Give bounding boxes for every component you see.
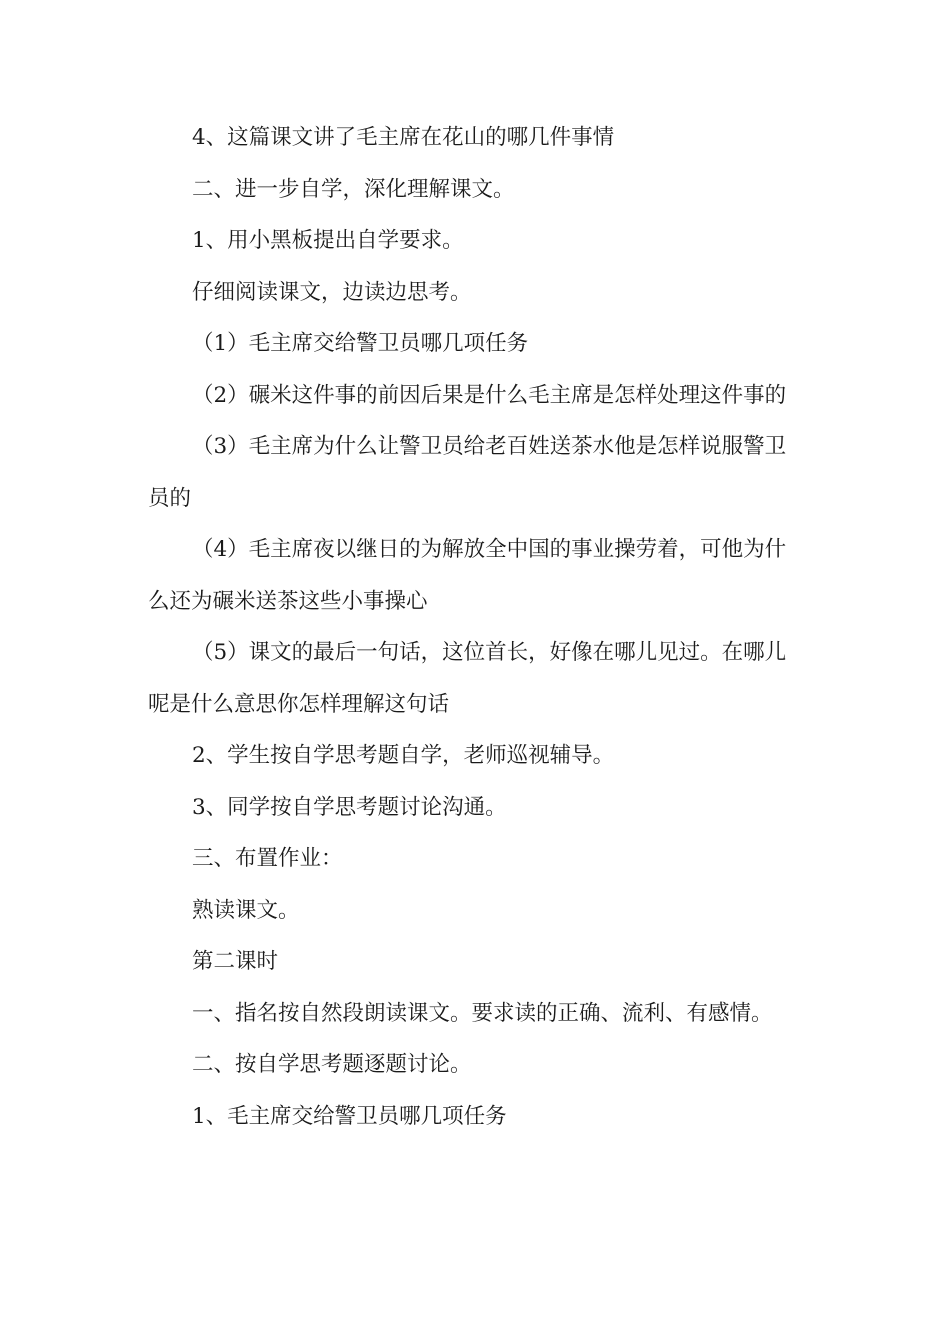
paragraph: 三、布置作业：	[192, 846, 343, 871]
paragraph: 3、同学按自学思考题讨论沟通。	[192, 794, 507, 820]
paragraph: 1、用小黑板提出自学要求。	[192, 228, 464, 253]
paragraph: 二、按自学思考题逐题讨论。	[192, 1052, 472, 1077]
paragraph: 第二课时	[192, 949, 279, 974]
paragraph: （1）毛主席交给警卫员哪几项任务	[192, 331, 529, 356]
paragraph: 4、这篇课文讲了毛主席在花山的哪几件事情	[192, 125, 615, 150]
paragraph: （5）课文的最后一句话，这位首长，好像在哪儿见过。在哪儿呢是什么意思你怎样理解这句话	[148, 640, 787, 717]
paragraph: 1、毛主席交给警卫员哪几项任务	[192, 1103, 507, 1129]
paragraph: （2）碾米这件事的前因后果是什么毛主席是怎样处理这件事的	[192, 382, 787, 408]
paragraph: 熟读课文。	[192, 897, 300, 923]
paragraph: （3）毛主席为什么让警卫员给老百姓送茶水他是怎样说服警卫员的	[148, 434, 787, 511]
paragraph: 一、指名按自然段朗读课文。要求读的正确、流利、有感情。	[192, 1000, 773, 1026]
paragraph: 2、学生按自学思考题自学，老师巡视辅导。	[192, 743, 615, 768]
paragraph: 仔细阅读课文，边读边思考。	[192, 279, 472, 305]
paragraph: 二、进一步自学，深化理解课文。	[192, 176, 515, 202]
document-body	[148, 112, 788, 1142]
paragraph: （4）毛主席夜以继日的为解放全中国的事业操劳着，可他为什么还为碾米送茶这些小事操心	[148, 537, 787, 614]
